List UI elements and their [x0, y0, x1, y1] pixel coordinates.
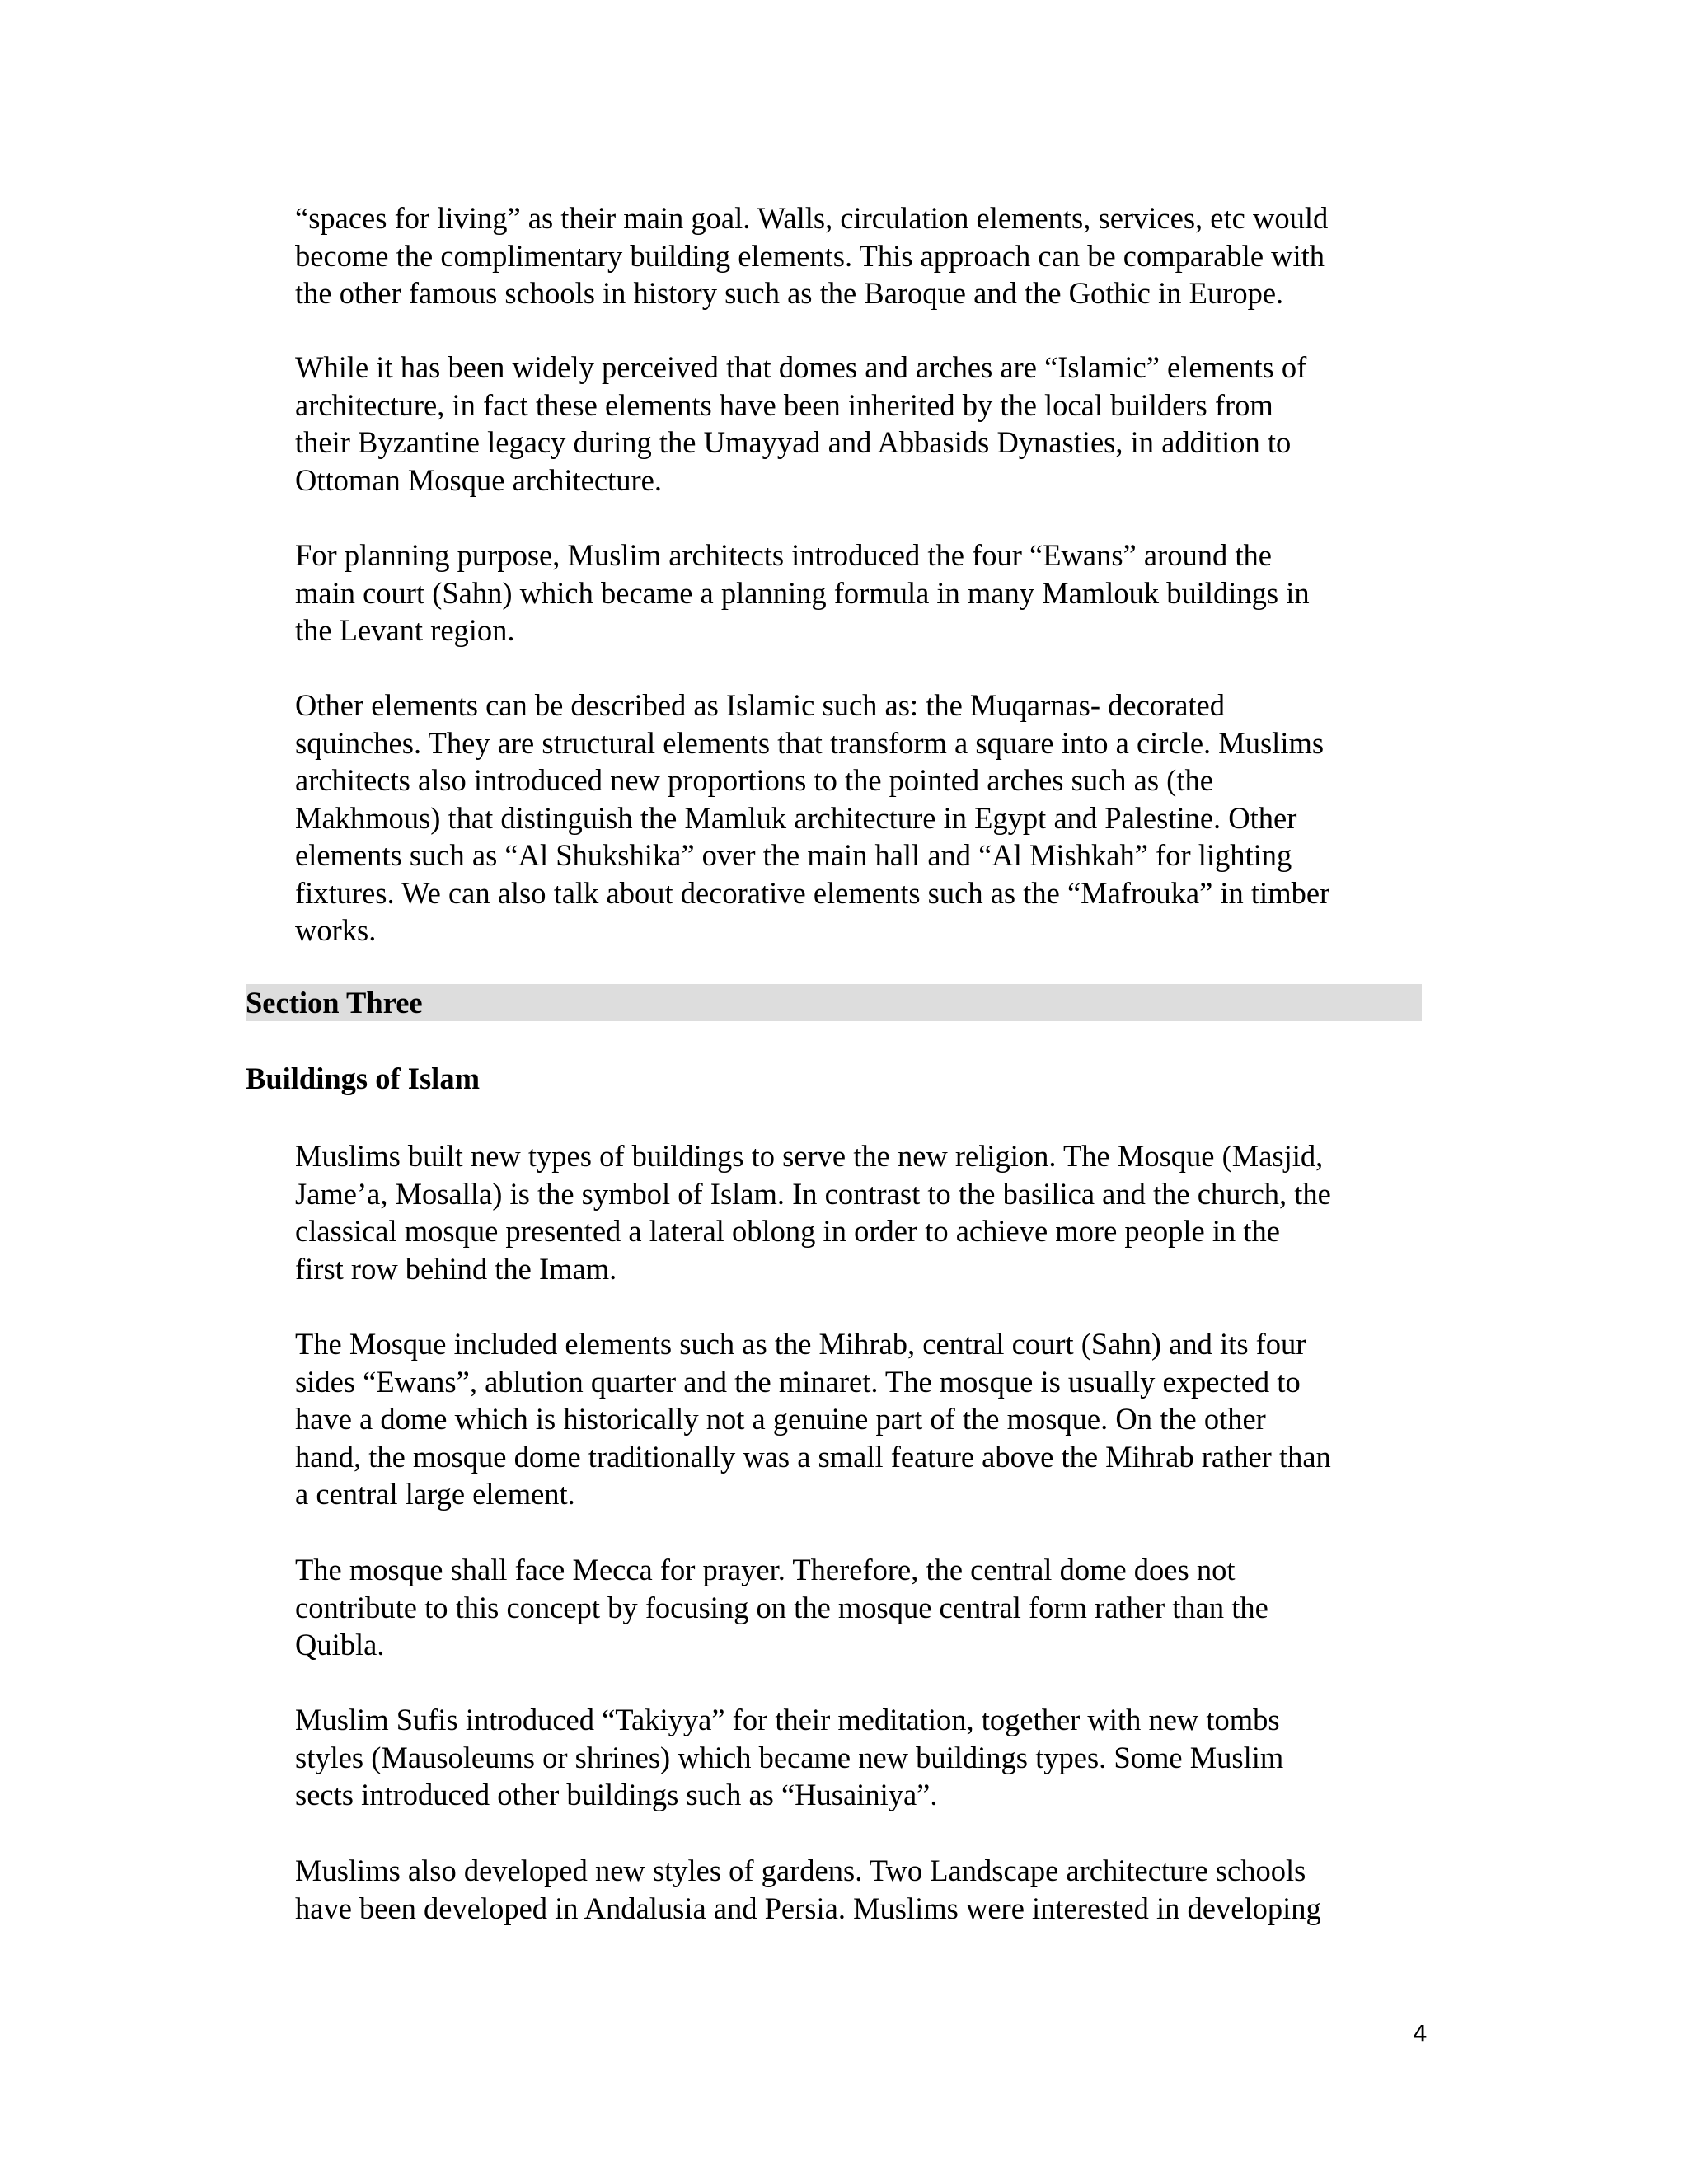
text-line: Muslims also developed new styles of gardens. Two Landscape architecture schools [295, 1854, 1306, 1887]
text-line: Quibla. [295, 1628, 385, 1661]
paragraph [295, 537, 1432, 649]
text-line: elements such as “Al Shukshika” over the main hall and “Al Mishkah” for lighting [295, 838, 1292, 872]
text-line: architecture, in fact these elements have been inherited by the local builders from [295, 387, 1273, 422]
paragraph [295, 199, 1432, 312]
text-line: Jame’a, Mosalla) is the symbol of Islam. In contrast to the basilica and the church, the [295, 1176, 1331, 1211]
text-line: hand, the mosque dome traditionally was a small feature above the Mihrab rather than [295, 1439, 1331, 1474]
text-line: contribute to this concept by focusing on the mosque central form rather than the [295, 1590, 1268, 1624]
paragraph [295, 1701, 1432, 1814]
text-line: classical mosque presented a lateral oblong in order to achieve more people in the [295, 1214, 1280, 1248]
text-line: Ottoman Mosque architecture. [295, 462, 662, 497]
paragraph [295, 1852, 1432, 1927]
text-line: The mosque shall face Mecca for prayer. Therefore, the central dome does not [295, 1553, 1236, 1586]
text-line: first row behind the Imam. [295, 1251, 617, 1286]
text-line: Muslims built new types of buildings to serve the new religion. The Mosque (Masjid, [295, 1139, 1324, 1173]
text-line: Muslim Sufis introduced “Takiyya” for their meditation, together with new tombs [295, 1703, 1280, 1736]
text-line: fixtures. We can also talk about decorative elements such as the “Mafrouka” in timber [295, 875, 1330, 910]
text-line: their Byzantine legacy during the Umayyad and Abbasids Dynasties, in addition to [295, 425, 1292, 459]
text-line: While it has been widely perceived that domes and arches are “Islamic” elements of [295, 350, 1307, 384]
text-line: have been developed in Andalusia and Persia. Muslims were interested in developing [295, 1891, 1321, 1925]
text-line: architects also introduced new proportions to the pointed arches such as (the [295, 763, 1213, 797]
text-line: sects introduced other buildings such as “Husainiya”. [295, 1778, 938, 1811]
text-line: main court (Sahn) which became a planning formula in many Mamlouk buildings in [295, 575, 1310, 610]
paragraph [295, 1325, 1432, 1513]
text-line: the Levant region. [295, 613, 515, 647]
text-line: squinches. They are structural elements that transform a square into a circle. Muslims [295, 725, 1325, 760]
text-line: “spaces for living” as their main goal. Walls, circulation elements, services, etc would [295, 201, 1329, 235]
text-line: The Mosque included elements such as the Mihrab, central court (Sahn) and its four [295, 1327, 1306, 1361]
text-line: sides “Ewans”, ablution quarter and the minaret. The mosque is usually expected to [295, 1364, 1301, 1399]
text-line: have a dome which is historically not a genuine part of the mosque. On the other [295, 1402, 1266, 1436]
text-line: Other elements can be described as Islamic such as: the Muqarnas- decorated [295, 688, 1226, 722]
paragraph [295, 687, 1432, 949]
paragraph [295, 1137, 1432, 1287]
text-line: For planning purpose, Muslim architects introduced the four “Ewans” around the [295, 538, 1272, 572]
text-line: become the complimentary building elements. This approach can be comparable with [295, 238, 1325, 273]
section-heading: Buildings of Islam [246, 1062, 480, 1095]
page-number: 4 [1413, 2020, 1428, 2047]
text-line: the other famous schools in history such as the Baroque and the Gothic in Europe. [295, 276, 1284, 310]
paragraph [295, 349, 1432, 499]
paragraph [295, 1551, 1432, 1664]
text-line: a central large element. [295, 1477, 575, 1511]
text-line: styles (Mausoleums or shrines) which became new buildings types. Some Muslim [295, 1740, 1284, 1774]
text-line: works. [295, 913, 377, 947]
section-title: Section Three [246, 986, 423, 1019]
text-line: Makhmous) that distinguish the Mamluk architecture in Egypt and Palestine. Other [295, 800, 1297, 835]
